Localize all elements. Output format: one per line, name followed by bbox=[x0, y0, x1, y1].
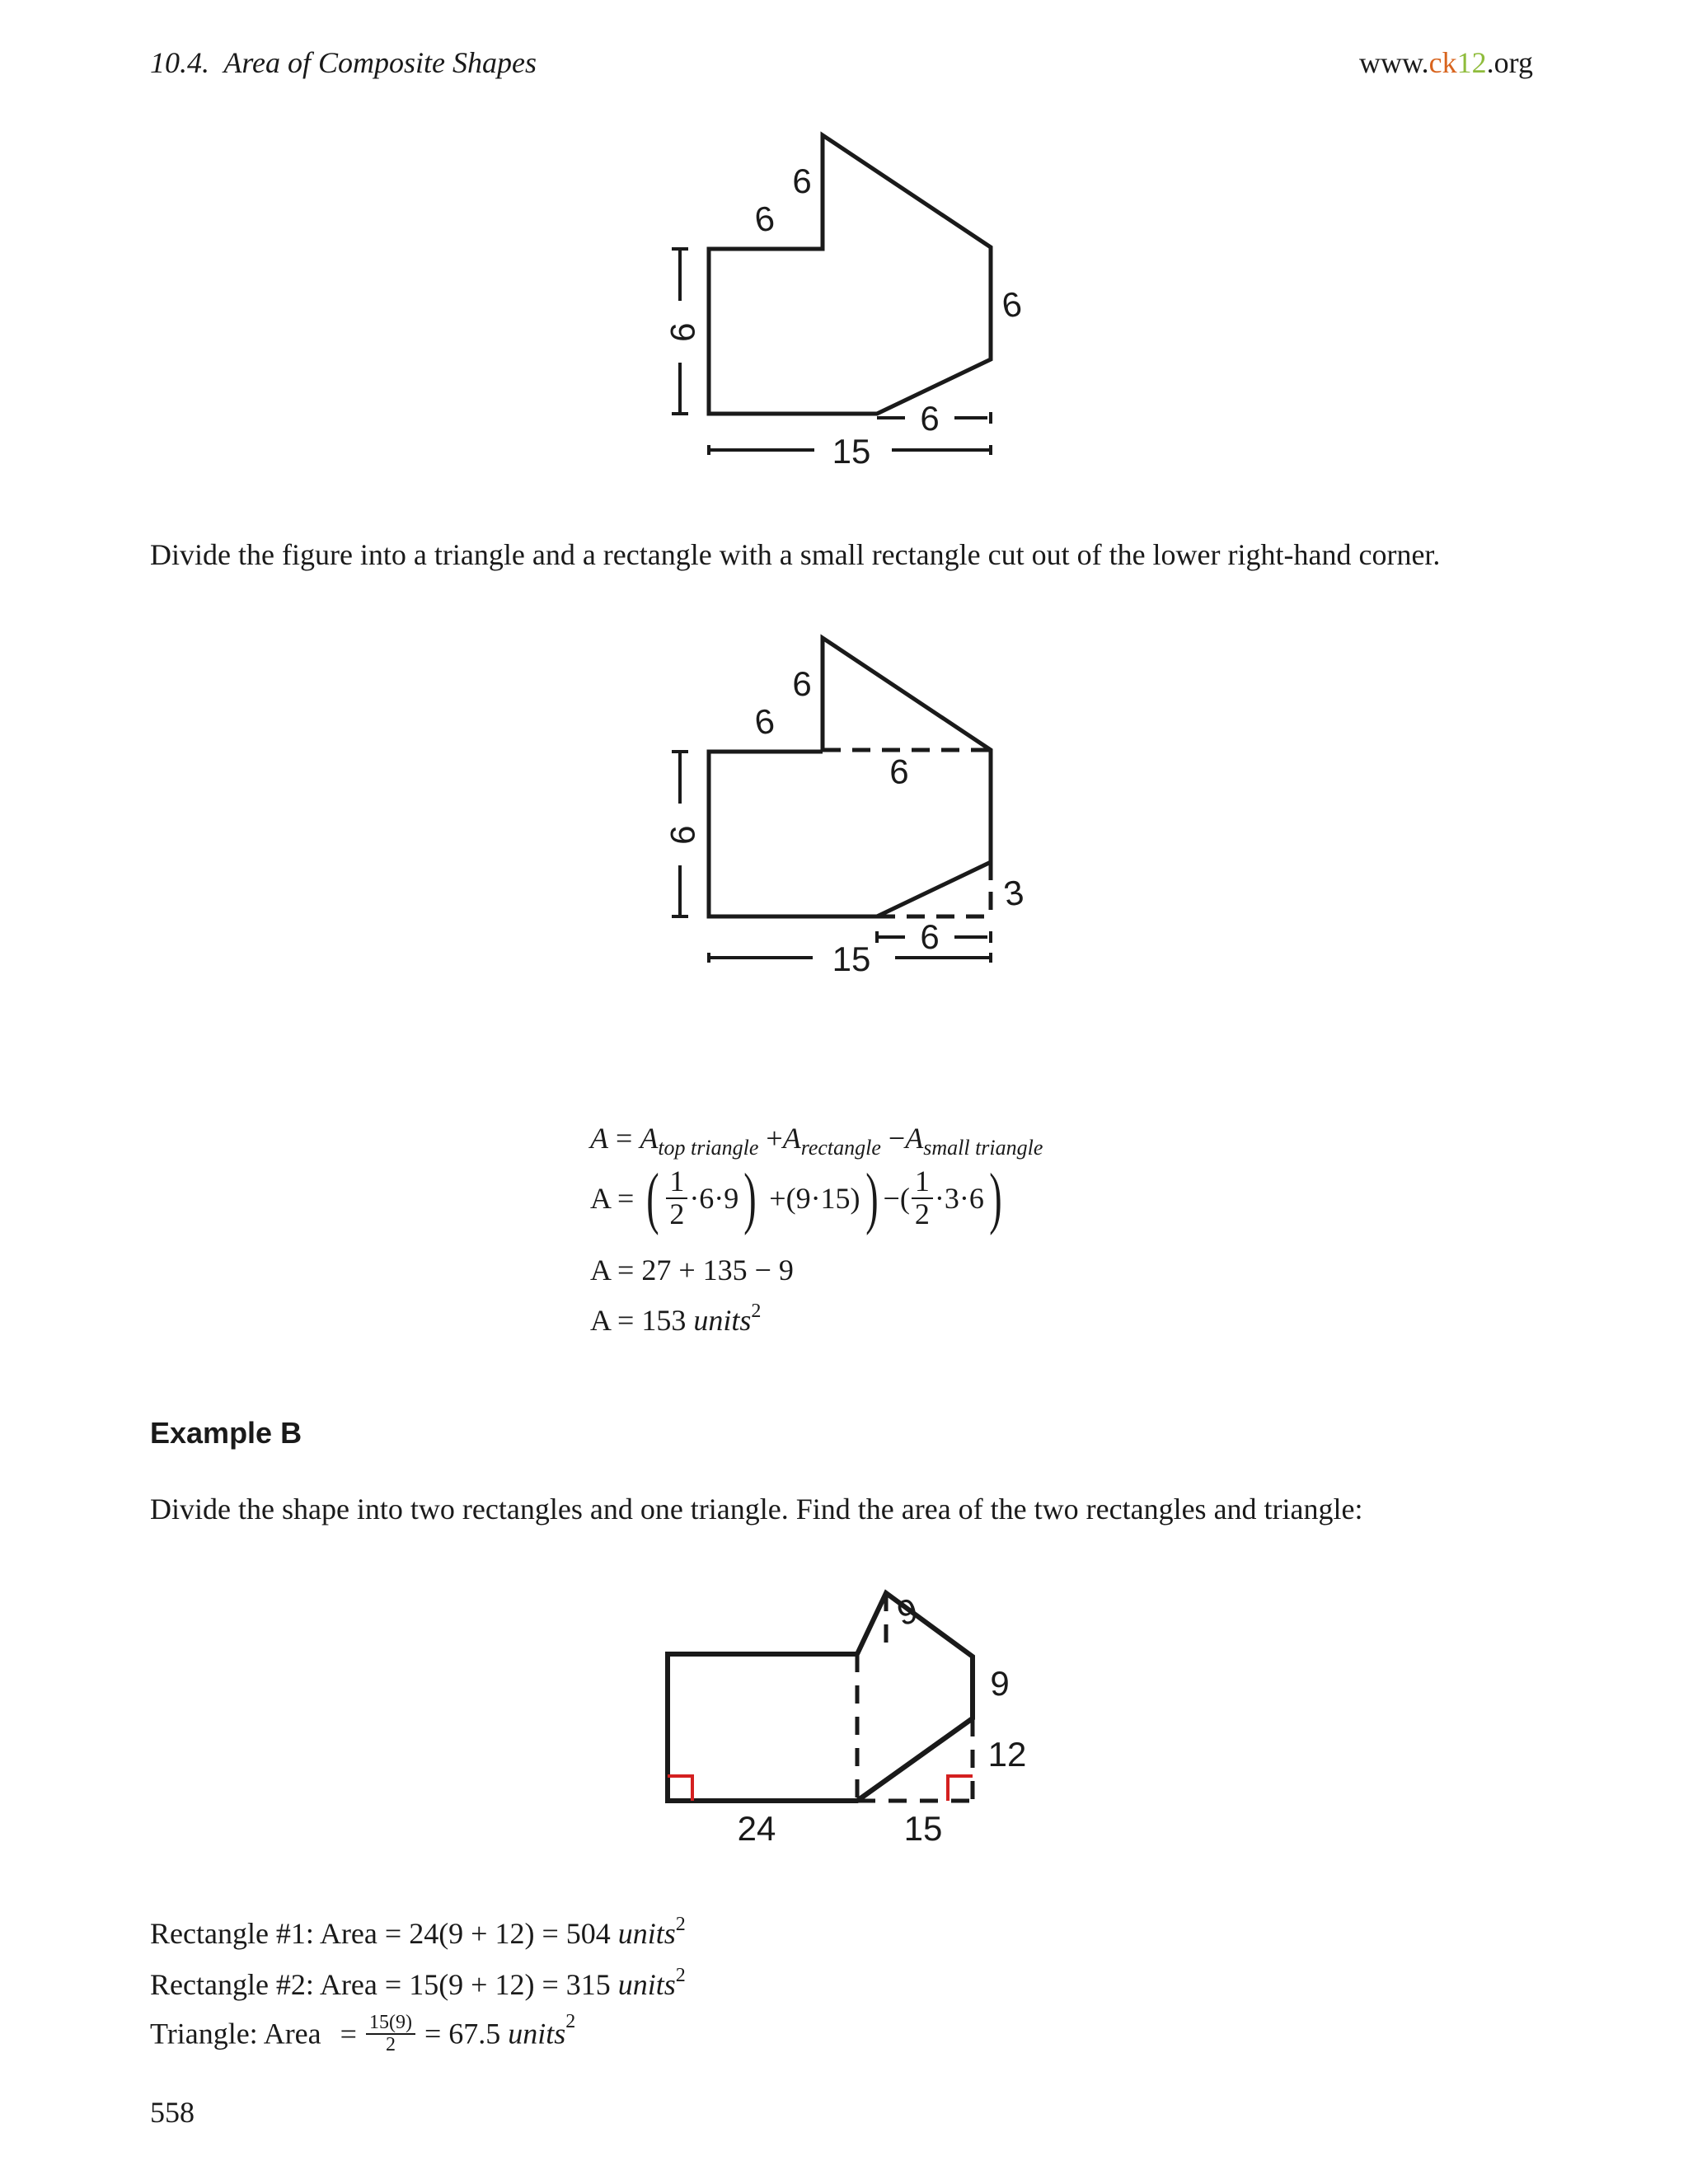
page-number: 558 bbox=[150, 2096, 195, 2129]
figure-3-right-angle-left bbox=[668, 1776, 692, 1801]
figure-3-example-b-shape bbox=[651, 1578, 1047, 1858]
figure-1-label-top-rise: 6 bbox=[792, 162, 812, 200]
figure-1-label-top-small: 6 bbox=[751, 198, 778, 240]
tri-frac bbox=[366, 2013, 415, 2055]
eq2-frac-2-num: 1 bbox=[912, 1166, 933, 1199]
rect1-label: Rectangle #1: Area bbox=[150, 1917, 377, 1950]
figure-2-label-bottom-cut: 6 bbox=[920, 917, 940, 956]
equation-line-1 bbox=[590, 1121, 1043, 1160]
equation-line-3: A = 27 + 135 − 9 bbox=[590, 1254, 794, 1286]
figure-1-composite-shape bbox=[643, 124, 1039, 478]
figure-2-outline bbox=[709, 638, 991, 916]
paragraph-divide-figure: Divide the figure into a triangle and a rectangle with a small rectangle cut out of the lower right-hand corner. bbox=[150, 538, 1441, 571]
eq4-exp: 2 bbox=[751, 1301, 762, 1322]
site-prefix: www. bbox=[1359, 46, 1429, 79]
figure-2-label-dashed-top: 9 bbox=[889, 752, 909, 791]
eq4-unit: units bbox=[693, 1304, 752, 1337]
figure-2-divided-shape bbox=[643, 626, 1039, 981]
figure-2-label-top-small: 6 bbox=[751, 701, 778, 743]
figure-1-label-left-height: 9 bbox=[663, 322, 702, 342]
rect1-exp: 2 bbox=[675, 1914, 686, 1935]
tri-exp: 2 bbox=[565, 2011, 576, 2032]
eq2-frac-2 bbox=[912, 1166, 933, 1230]
result-triangle bbox=[150, 2011, 575, 2055]
eq1-a-sub: top triangle bbox=[658, 1136, 759, 1160]
figure-2-label-bottom-width: 15 bbox=[832, 940, 871, 978]
figure-3-label-top-tri: 9 bbox=[893, 1590, 922, 1633]
eq1-b-sub: rectangle bbox=[800, 1136, 881, 1160]
figure-2-label-top-rise: 6 bbox=[792, 664, 812, 703]
tri-label: Triangle: Area bbox=[150, 2017, 321, 2050]
figure-3-right-angle-right bbox=[948, 1776, 973, 1801]
tri-frac-den: 2 bbox=[385, 2033, 396, 2055]
eq1-b: A bbox=[782, 1122, 801, 1155]
eq1-lhs: A bbox=[590, 1122, 608, 1155]
tri-unit: units bbox=[508, 2017, 566, 2050]
rect2-expr: = 15(9 + 12) = 315 bbox=[384, 1968, 618, 2001]
result-rectangle-2 bbox=[150, 1965, 686, 2002]
eq2-lhs: A = bbox=[590, 1182, 635, 1215]
figure-1-label-bottom-width: 15 bbox=[832, 432, 871, 471]
section-title: Area of Composite Shapes bbox=[223, 46, 537, 79]
eq1-c-sub: small triangle bbox=[923, 1136, 1043, 1160]
equation-line-4 bbox=[590, 1301, 761, 1338]
rect2-label: Rectangle #2: Area bbox=[150, 1968, 377, 2001]
rect1-expr: = 24(9 + 12) = 504 bbox=[384, 1917, 618, 1950]
eq2-term-2: +(9·15) bbox=[769, 1182, 860, 1215]
result-rectangle-1 bbox=[150, 1914, 686, 1951]
eq2-frac-1-num: 1 bbox=[666, 1166, 687, 1199]
eq2-close-paren-3: ) bbox=[989, 1160, 1002, 1236]
eq2-close-paren-1: ) bbox=[743, 1160, 757, 1236]
tri-frac-num: 15(9) bbox=[366, 2013, 415, 2035]
tri-equals: = bbox=[340, 2017, 357, 2050]
eq1-c: A bbox=[905, 1122, 924, 1155]
figure-2-label-cut-height: 3 bbox=[1001, 872, 1027, 914]
figure-1-outline bbox=[709, 135, 991, 414]
eq1-equals: = bbox=[616, 1122, 633, 1155]
eq2-minus: −( bbox=[883, 1182, 910, 1215]
site-suffix: .org bbox=[1486, 46, 1533, 79]
eq2-term-3: ·3·6 bbox=[934, 1182, 984, 1215]
figure-1-label-bottom-cut: 6 bbox=[920, 399, 940, 438]
eq4-prefix: A = 153 bbox=[590, 1304, 694, 1337]
section-header bbox=[150, 45, 537, 80]
site-link[interactable] bbox=[1359, 45, 1533, 80]
figure-3-outline bbox=[668, 1590, 973, 1801]
figure-3-label-bottom-left: 24 bbox=[737, 1809, 776, 1848]
eq2-open-paren: ( bbox=[646, 1160, 660, 1236]
site-12: 12 bbox=[1456, 46, 1487, 79]
eq2-frac-1-den: 2 bbox=[669, 1197, 685, 1230]
eq2-term-1: ·6·9 bbox=[689, 1182, 739, 1215]
figure-2-label-left-height: 9 bbox=[663, 825, 702, 845]
eq2-close-paren-2: ) bbox=[865, 1160, 879, 1236]
figure-1-label-right-side: 6 bbox=[998, 284, 1025, 326]
figure-3-label-right-lower: 12 bbox=[987, 1735, 1027, 1774]
site-ck: ck bbox=[1428, 46, 1457, 79]
rect1-unit: units bbox=[617, 1917, 676, 1950]
rect2-unit: units bbox=[617, 1968, 676, 2001]
figure-3-label-bottom-right: 15 bbox=[903, 1809, 943, 1848]
eq1-a: A bbox=[640, 1122, 659, 1155]
eq1-minus: − bbox=[888, 1122, 906, 1155]
example-b-paragraph: Divide the shape into two rectangles and one triangle. Find the area of the two rectangles and triangle: bbox=[150, 1493, 1363, 1526]
eq1-plus: + bbox=[766, 1122, 783, 1155]
example-b-heading: Example B bbox=[150, 1416, 302, 1450]
tri-expr: = 67.5 bbox=[424, 2017, 509, 2050]
equation-line-2 bbox=[590, 1160, 1007, 1236]
figure-3-diagonal bbox=[857, 1718, 973, 1801]
section-number: 10.4. bbox=[150, 46, 209, 79]
figure-3-label-right-upper: 9 bbox=[990, 1664, 1010, 1703]
eq2-frac-1 bbox=[666, 1166, 687, 1230]
eq2-frac-2-den: 2 bbox=[914, 1197, 930, 1230]
rect2-exp: 2 bbox=[675, 1965, 686, 1986]
